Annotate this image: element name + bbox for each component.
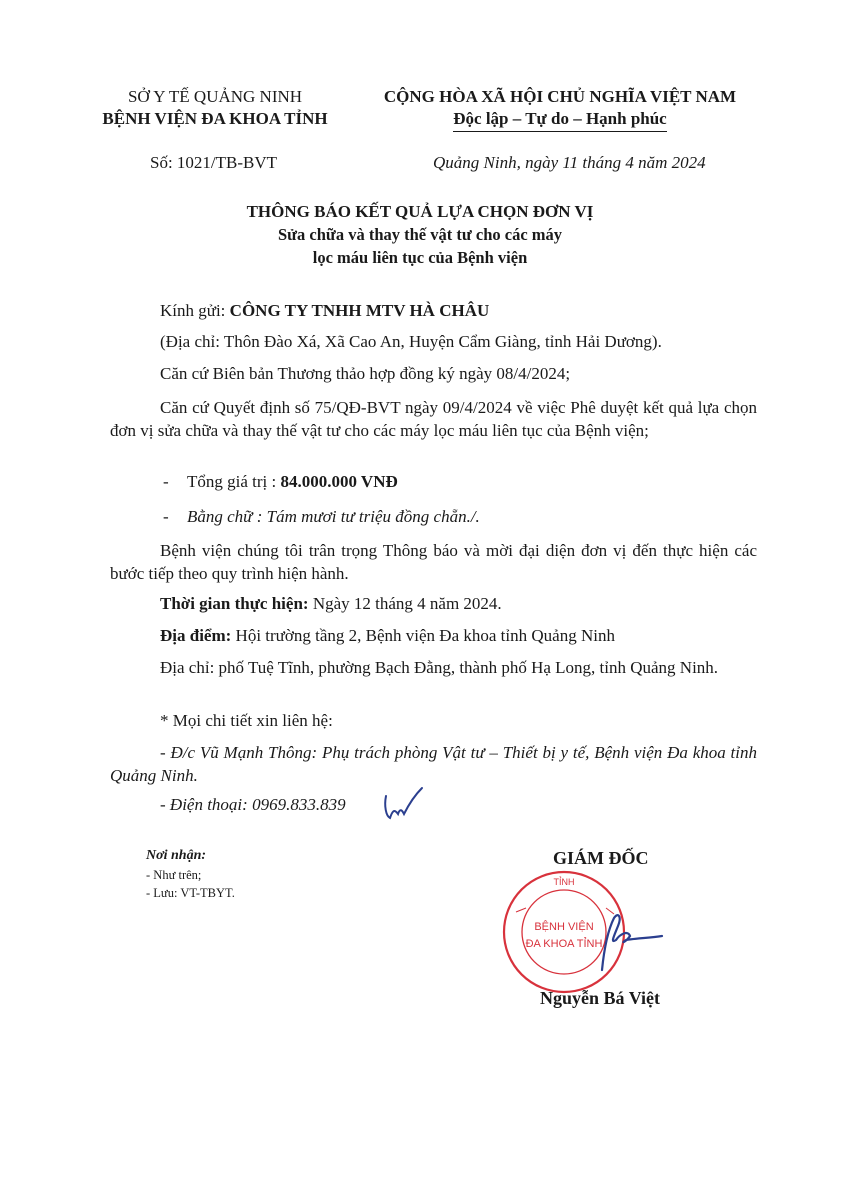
amount-in-words-text: Bằng chữ : Tám mươi tư triệu đồng chẵn./. xyxy=(187,507,480,526)
bullet-dash: - xyxy=(163,472,169,491)
place-date: Quảng Ninh, ngày 11 tháng 4 năm 2024 xyxy=(433,153,706,172)
svg-text:ĐA KHOA TỈNH: ĐA KHOA TỈNH xyxy=(525,938,603,950)
addressee-label: Kính gửi: xyxy=(160,301,230,320)
amount-in-words xyxy=(187,505,480,528)
venue-value: Hội trường tầng 2, Bệnh viện Đa khoa tỉnh Quảng Ninh xyxy=(231,626,615,645)
contact-phone xyxy=(110,793,757,816)
contact-phone-text: - Điện thoại: 0969.833.839 xyxy=(160,795,346,814)
title-main: THÔNG BÁO KẾT QUẢ LỰA CHỌN ĐƠN VỊ xyxy=(246,202,594,221)
invitation-paragraph: Bệnh viện chúng tôi trân trọng Thông báo và mời đại diện đơn vị đến thực hiện các bước tiếp theo quy trình hiện hành. xyxy=(110,541,757,583)
basis-2: Căn cứ Quyết định số 75/QĐ-BVT ngày 09/4/2024 về việc Phê duyệt kết quả lựa chọn đơn vị sửa chữa và thay thế vật tư cho các máy lọc máu liên tục của Bệnh viện; xyxy=(110,398,757,440)
issuing-organization xyxy=(80,86,350,130)
recipients-label: Nơi nhận: xyxy=(146,848,207,863)
total-label: Tổng giá trị : xyxy=(187,472,281,491)
addressee-name: CÔNG TY TNHH MTV HÀ CHÂU xyxy=(229,301,490,320)
document-number: Số: 1021/TB-BVT xyxy=(150,153,278,172)
contact-person-text: - Đ/c Vũ Mạnh Thông: Phụ trách phòng Vật tư – Thiết bị y tế, Bệnh viện Đa khoa tỉnh Quảng Ninh. xyxy=(110,743,757,785)
org-name: BỆNH VIỆN ĐA KHOA TỈNH xyxy=(102,109,328,128)
title-sub-2: lọc máu liên tục của Bệnh viện xyxy=(312,248,528,267)
director-signature xyxy=(590,910,670,980)
time-value: Ngày 12 tháng 4 năm 2024. xyxy=(308,594,502,613)
bullet-dash: - xyxy=(163,507,169,526)
svg-text:TỈNH: TỈNH xyxy=(553,877,575,887)
initials-signature xyxy=(380,784,428,826)
total-value-line xyxy=(187,470,398,493)
contact-person xyxy=(110,741,757,787)
time-label: Thời gian thực hiện: xyxy=(160,594,309,613)
contact-intro: * Mọi chi tiết xin liên hệ: xyxy=(160,711,333,730)
title-sub-1: Sửa chữa và thay thế vật tư cho các máy xyxy=(277,225,563,244)
venue-label: Địa điểm: xyxy=(160,626,232,645)
recipient-item: - Như trên; xyxy=(146,868,202,882)
nation-name: CỘNG HÒA XÃ HỘI CHỦ NGHĨA VIỆT NAM xyxy=(383,87,737,106)
org-parent: SỞ Y TẾ QUẢNG NINH xyxy=(127,87,303,106)
addressee-address: (Địa chỉ: Thôn Đào Xá, Xã Cao An, Huyện Cẩm Giàng, tỉnh Hải Dương). xyxy=(160,332,662,351)
venue-line xyxy=(110,624,757,647)
time-line xyxy=(110,592,757,615)
national-header xyxy=(350,86,770,132)
document-title xyxy=(80,200,760,269)
signer-position: GIÁM ĐỐC xyxy=(553,848,649,868)
addressee xyxy=(110,299,757,322)
venue-address: Địa chỉ: phố Tuệ Tĩnh, phường Bạch Đằng, thành phố Hạ Long, tỉnh Quảng Ninh. xyxy=(160,658,719,677)
national-motto: Độc lập – Tự do – Hạnh phúc xyxy=(453,108,666,132)
total-value: 84.000.000 VNĐ xyxy=(280,472,398,491)
svg-text:BỆNH VIỆN: BỆNH VIỆN xyxy=(534,921,594,933)
signer-name: Nguyễn Bá Việt xyxy=(540,988,661,1008)
recipient-item: - Lưu: VT-TBYT. xyxy=(146,886,235,900)
basis-1: Căn cứ Biên bản Thương thảo hợp đồng ký ngày 08/4/2024; xyxy=(160,364,571,383)
